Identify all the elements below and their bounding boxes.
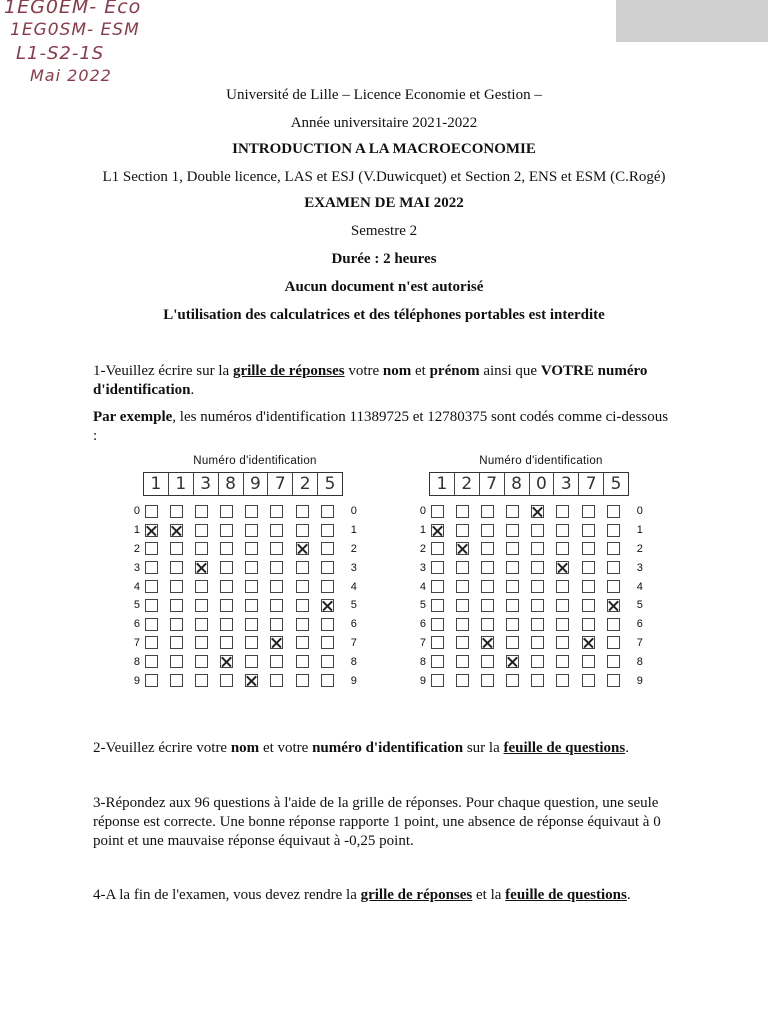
checkbox[interactable] [321,618,334,631]
course-title: INTRODUCTION A LA MACROECONOMIE [232,141,536,157]
checkbox[interactable] [145,542,158,555]
checkbox[interactable] [145,580,158,593]
checkbox[interactable] [481,599,494,612]
checkbox[interactable] [556,655,569,668]
checkbox[interactable] [170,561,183,574]
checkbox[interactable] [607,655,620,668]
row-label: 6 [636,618,643,631]
id-digit: 8 [505,473,530,495]
checkbox[interactable] [556,636,569,649]
checkbox-marked[interactable] [145,524,158,537]
checkbox-marked[interactable] [481,636,494,649]
checkbox[interactable] [456,674,469,687]
checkbox[interactable] [531,618,544,631]
example-paragraph: Par exemple, les numéros d'identification 11389725 et 12780375 sont codés comme ci-dessous : [93,409,669,444]
checkbox[interactable] [245,524,258,537]
checkbox[interactable] [145,618,158,631]
digit-row [130,502,370,521]
checkbox[interactable] [607,561,620,574]
checkbox[interactable] [270,561,283,574]
checkbox[interactable] [531,599,544,612]
checkbox[interactable] [296,561,309,574]
checkbox[interactable] [556,524,569,537]
id-digit: 2 [455,473,480,495]
checkbox[interactable] [296,599,309,612]
checkbox-marked[interactable] [270,636,283,649]
id-digit: 1 [169,473,194,495]
grid-title: Numéro d'identification [479,455,603,467]
checkbox-marked[interactable] [296,542,309,555]
checkbox[interactable] [170,655,183,668]
checkbox[interactable] [456,655,469,668]
checkbox[interactable] [220,561,233,574]
checkbox[interactable] [481,580,494,593]
id-digit: 3 [194,473,219,495]
row-label: 7 [419,636,426,649]
checkbox[interactable] [220,618,233,631]
checkbox[interactable] [195,618,208,631]
id-digit: 7 [579,473,604,495]
row-label: 5 [133,599,140,612]
digit-row [416,652,656,671]
row-label: 3 [636,561,643,574]
semester: Semestre 2 [350,223,418,239]
row-label: 1 [133,524,140,537]
exam-title: EXAMEN DE MAI 2022 [304,195,464,211]
checkbox[interactable] [245,655,258,668]
checkbox[interactable] [270,505,283,518]
checkbox[interactable] [220,542,233,555]
row-label: 9 [636,674,643,687]
checkbox[interactable] [607,580,620,593]
instruction-2: 2-Veuillez écrire votre nom et votre numéro d'identification sur la feuille de questions. [93,740,629,756]
checkbox[interactable] [245,636,258,649]
checkbox[interactable] [195,542,208,555]
checkbox[interactable] [145,636,158,649]
checkbox[interactable] [582,674,595,687]
checkbox[interactable] [296,618,309,631]
row-label: 9 [419,674,426,687]
row-label: 0 [133,505,140,518]
digit-row [416,577,656,596]
checkbox[interactable] [556,505,569,518]
checkbox[interactable] [481,655,494,668]
checkbox[interactable] [456,580,469,593]
checkbox[interactable] [195,636,208,649]
checkbox-marked[interactable] [220,655,233,668]
digit-row [416,671,656,690]
checkbox[interactable] [220,580,233,593]
row-label: 3 [350,561,357,574]
checkbox-marked[interactable] [506,655,519,668]
checkbox[interactable] [245,599,258,612]
checkbox[interactable] [195,505,208,518]
checkbox-marked[interactable] [556,561,569,574]
checkbox[interactable] [170,636,183,649]
row-label: 3 [133,561,140,574]
instruction-4: 4-A la fin de l'examen, vous devez rendre la grille de réponses et la feuille de questions. [93,887,631,903]
row-label: 0 [350,505,357,518]
checkbox[interactable] [506,599,519,612]
checkbox[interactable] [321,674,334,687]
row-label: 0 [419,505,426,518]
checkbox[interactable] [195,674,208,687]
checkbox[interactable] [195,655,208,668]
checkbox[interactable] [195,524,208,537]
checkbox-marked[interactable] [531,505,544,518]
checkbox[interactable] [170,542,183,555]
checkbox[interactable] [481,524,494,537]
digit-row [130,521,370,540]
checkbox[interactable] [296,505,309,518]
checkbox[interactable] [506,505,519,518]
checkbox[interactable] [456,561,469,574]
checkbox[interactable] [270,674,283,687]
checkbox[interactable] [270,618,283,631]
checkbox[interactable] [321,524,334,537]
duration: Durée : 2 heures [331,251,437,267]
row-label: 6 [133,618,140,631]
id-digit: 9 [244,473,269,495]
row-label: 2 [133,542,140,555]
digit-row [416,615,656,634]
checkbox[interactable] [195,599,208,612]
checkbox[interactable] [582,580,595,593]
row-label: 8 [133,655,140,668]
no-calculators: L'utilisation des calculatrices et des téléphones portables est interdite [163,307,605,323]
digit-row [130,671,370,690]
checkbox[interactable] [431,655,444,668]
row-label: 2 [636,542,643,555]
checkbox[interactable] [145,655,158,668]
row-label: 4 [133,580,140,593]
row-label: 5 [350,599,357,612]
no-documents: Aucun document n'est autorisé [284,279,484,295]
row-label: 3 [419,561,426,574]
checkbox[interactable] [582,618,595,631]
checkbox-marked[interactable] [245,674,258,687]
checkbox[interactable] [145,674,158,687]
instruction-1: 1-Veuillez écrire sur la grille de réponses votre nom et prénom ainsi que VOTRE numéro d'identification. [93,363,648,398]
checkbox[interactable] [582,655,595,668]
checkbox[interactable] [170,674,183,687]
checkbox[interactable] [531,561,544,574]
digit-row [130,615,370,634]
checkbox[interactable] [607,542,620,555]
checkbox[interactable] [270,542,283,555]
checkbox[interactable] [145,505,158,518]
row-label: 8 [636,655,643,668]
checkbox[interactable] [506,636,519,649]
checkbox[interactable] [556,580,569,593]
checkbox[interactable] [456,599,469,612]
row-label: 7 [350,636,357,649]
checkbox[interactable] [431,542,444,555]
checkbox[interactable] [245,561,258,574]
checkbox[interactable] [556,542,569,555]
handwritten-note: Mai 2022 [30,66,112,85]
checkbox[interactable] [481,542,494,555]
checkbox[interactable] [582,505,595,518]
checkbox[interactable] [321,636,334,649]
checkbox[interactable] [321,561,334,574]
row-label: 1 [419,524,426,537]
checkbox-marked[interactable] [195,561,208,574]
checkbox[interactable] [582,524,595,537]
row-label: 8 [419,655,426,668]
checkbox[interactable] [456,618,469,631]
checkbox[interactable] [481,505,494,518]
checkbox[interactable] [220,674,233,687]
checkbox[interactable] [270,655,283,668]
row-label: 1 [350,524,357,537]
row-label: 4 [419,580,426,593]
grid-title: Numéro d'identification [193,455,317,467]
checkbox[interactable] [245,542,258,555]
checkbox[interactable] [296,674,309,687]
digit-row [416,540,656,559]
id-grid-example-2 [416,455,656,690]
checkbox-marked[interactable] [582,636,595,649]
id-digit: 1 [430,473,455,495]
digit-row [416,558,656,577]
id-number-box [143,472,343,496]
digit-row [130,596,370,615]
row-label: 5 [636,599,643,612]
checkbox[interactable] [296,636,309,649]
checkbox[interactable] [321,580,334,593]
row-label: 6 [350,618,357,631]
handwritten-note: 1EG0SM- ESM [10,20,140,40]
id-digit: 2 [293,473,318,495]
checkbox[interactable] [607,524,620,537]
checkbox[interactable] [170,505,183,518]
checkbox[interactable] [456,505,469,518]
checkbox[interactable] [270,580,283,593]
checkbox[interactable] [245,618,258,631]
checkbox-marked[interactable] [321,599,334,612]
checkbox-marked[interactable] [456,542,469,555]
checkbox-marked[interactable] [431,524,444,537]
checkbox[interactable] [321,542,334,555]
digit-row [416,502,656,521]
scan-corner-patch [616,0,768,42]
row-label: 4 [636,580,643,593]
checkbox[interactable] [556,618,569,631]
checkbox[interactable] [506,524,519,537]
row-label: 4 [350,580,357,593]
checkbox[interactable] [220,524,233,537]
row-label: 0 [636,505,643,518]
id-digit: 3 [554,473,579,495]
checkbox[interactable] [582,561,595,574]
checkbox[interactable] [506,674,519,687]
checkbox[interactable] [531,580,544,593]
checkbox[interactable] [456,524,469,537]
id-digit: 1 [144,473,169,495]
checkbox[interactable] [556,599,569,612]
instruction-3: 3-Répondez aux 96 questions à l'aide de la grille de réponses. Pour chaque question, une seule réponse est correcte. Une bonne réponse rapporte 1 point, une absence de réponse équivaut à 0 point et une mauvaise réponse équivaut à -0,25 point. [93,795,661,849]
row-label: 6 [419,618,426,631]
checkbox[interactable] [481,674,494,687]
checkbox[interactable] [531,655,544,668]
row-label: 9 [133,674,140,687]
checkbox[interactable] [170,599,183,612]
row-label: 7 [636,636,643,649]
academic-year: Année universitaire 2021-2022 [290,115,478,131]
checkbox[interactable] [506,542,519,555]
digit-row [130,558,370,577]
checkbox[interactable] [431,561,444,574]
checkbox[interactable] [556,674,569,687]
checkbox[interactable] [220,599,233,612]
checkbox[interactable] [456,636,469,649]
checkbox[interactable] [531,636,544,649]
handwritten-note: 1EG0EM- Eco [4,0,142,18]
checkbox[interactable] [170,580,183,593]
row-label: 2 [350,542,357,555]
checkbox[interactable] [296,655,309,668]
row-label: 1 [636,524,643,537]
checkbox[interactable] [481,561,494,574]
checkbox[interactable] [245,505,258,518]
checkbox[interactable] [431,618,444,631]
row-label: 7 [133,636,140,649]
digit-row [130,652,370,671]
checkbox[interactable] [506,618,519,631]
checkbox[interactable] [220,505,233,518]
checkbox[interactable] [431,674,444,687]
handwritten-note: L1-S2-1S [16,43,105,64]
checkbox[interactable] [145,561,158,574]
checkbox[interactable] [607,674,620,687]
row-label: 8 [350,655,357,668]
checkbox-marked[interactable] [607,599,620,612]
checkbox[interactable] [607,636,620,649]
digit-row [130,577,370,596]
digit-row [130,634,370,653]
id-digit: 7 [480,473,505,495]
digit-row [416,596,656,615]
checkbox-marked[interactable] [170,524,183,537]
checkbox[interactable] [431,505,444,518]
checkbox[interactable] [582,599,595,612]
id-number-box [429,472,629,496]
id-digit: 5 [324,474,336,494]
id-digit: 0 [530,473,555,495]
checkbox[interactable] [321,505,334,518]
checkbox[interactable] [607,505,620,518]
checkbox[interactable] [506,561,519,574]
checkbox[interactable] [296,580,309,593]
sections-line: L1 Section 1, Double licence, LAS et ESJ (V.Duwicquet) et Section 2, ENS et ESM (C.Rogé) [102,169,666,185]
checkbox[interactable] [431,599,444,612]
id-digit: 7 [268,473,293,495]
checkbox[interactable] [145,599,158,612]
checkbox[interactable] [531,524,544,537]
checkbox[interactable] [431,636,444,649]
checkbox[interactable] [321,655,334,668]
checkbox[interactable] [531,542,544,555]
checkbox[interactable] [195,580,208,593]
digit-row [416,521,656,540]
checkbox[interactable] [245,580,258,593]
university-line: Université de Lille – Licence Economie et Gestion – [226,87,542,103]
checkbox[interactable] [220,636,233,649]
checkbox[interactable] [506,580,519,593]
checkbox[interactable] [296,524,309,537]
row-label: 9 [350,674,357,687]
checkbox[interactable] [431,580,444,593]
id-digit: 5 [610,474,622,494]
checkbox[interactable] [270,524,283,537]
checkbox[interactable] [170,618,183,631]
row-label: 2 [419,542,426,555]
id-digit: 8 [219,473,244,495]
digit-row [130,540,370,559]
checkbox[interactable] [531,674,544,687]
digit-row [416,634,656,653]
checkbox[interactable] [582,542,595,555]
checkbox[interactable] [607,618,620,631]
checkbox[interactable] [481,618,494,631]
row-label: 5 [419,599,426,612]
checkbox[interactable] [270,599,283,612]
id-grid-example-1 [130,455,370,690]
